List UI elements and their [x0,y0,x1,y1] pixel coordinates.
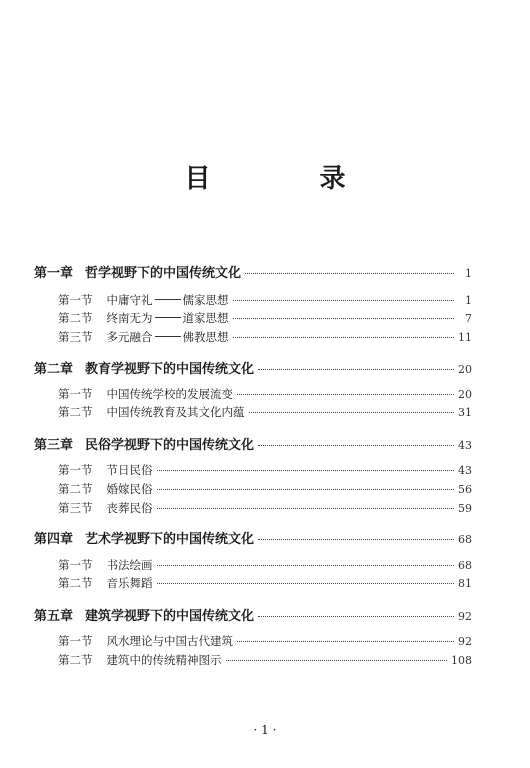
dot-leader [226,660,448,661]
page-number-footer: · 1 · [253,723,277,737]
section-title-group [107,652,222,668]
toc-chapter-entry[interactable] [34,605,472,624]
section-title-group [107,575,153,591]
section-title-group [107,292,229,308]
chapter-number: 第二章 [34,362,74,377]
dot-leader [258,369,454,370]
dot-leader [233,318,455,319]
section-page-number: 92 [458,635,472,648]
dot-leader [233,300,455,301]
chapter-title: 教育学视野下的中国传统文化 [85,362,255,377]
toc-section-entry[interactable] [58,329,472,345]
dot-leader [157,489,455,490]
section-title-group [107,481,153,497]
em-dash-separator [155,317,181,318]
section-number: 第三节 [58,501,93,515]
section-title-group [107,462,153,478]
section-title: 书法绘画 [106,558,153,572]
section-title: 中庸守礼 [106,293,153,307]
chapter-page-number: 92 [458,610,472,623]
chapter-title: 建筑学视野下的中国传统文化 [85,609,255,624]
section-number: 第一节 [58,558,93,572]
section-number: 第三节 [58,330,93,344]
page-title: 目 录 [184,164,396,194]
toc-section-entry[interactable] [58,575,472,591]
section-title: 建筑中的传统精神图示 [106,653,222,667]
chapter-title: 哲学视野下的中国传统文化 [85,266,242,281]
section-page-number: 43 [458,464,472,477]
section-title-group [107,386,234,402]
section-number: 第二节 [58,653,93,667]
toc-section-entry[interactable] [58,386,472,402]
section-title: 婚嫁民俗 [106,482,153,496]
section-title: 中国传统学校的发展流变 [106,387,233,401]
section-number: 第二节 [58,482,93,496]
em-dash-separator [155,336,181,337]
section-title: 丧葬民俗 [106,501,153,515]
dot-leader [157,470,455,471]
section-title: 中国传统教育及其文化内蕴 [106,405,245,419]
toc-section-entry[interactable] [58,652,472,668]
toc-section-entry[interactable] [58,557,472,573]
section-title-group [107,329,229,345]
chapter-number: 第五章 [34,609,74,624]
toc-chapter-entry[interactable] [34,434,472,453]
chapter-number: 第一章 [34,266,74,281]
section-number: 第一节 [58,463,93,477]
chapter-page-number: 43 [458,439,472,452]
dot-leader [157,565,455,566]
section-page-number: 59 [458,502,472,515]
chapter-number: 第三章 [34,438,74,453]
dot-leader [258,539,454,540]
section-number: 第一节 [58,293,93,307]
chapter-number: 第四章 [34,532,74,547]
section-title: 音乐舞蹈 [106,576,153,590]
dot-leader [157,508,455,509]
dot-leader [237,394,454,395]
toc-section-entry[interactable] [58,310,472,326]
toc-section-entry[interactable] [58,500,472,516]
section-title-group [107,633,234,649]
section-subtitle: 儒家思想 [182,293,229,307]
chapter-page-number: 1 [465,267,472,280]
section-number: 第二节 [58,311,93,325]
section-page-number: 108 [451,654,472,667]
chapter-title: 艺术学视野下的中国传统文化 [85,532,255,547]
dot-leader [233,337,455,338]
toc-section-entry[interactable] [58,481,472,497]
toc-chapter-entry[interactable] [34,528,472,547]
section-page-number: 68 [458,559,472,572]
section-number: 第一节 [58,387,93,401]
section-page-number: 81 [458,577,472,590]
section-page-number: 20 [458,388,472,401]
toc-chapter-entry[interactable] [34,262,472,281]
toc-chapter-entry[interactable] [34,358,472,377]
section-page-number: 1 [465,294,472,307]
toc-section-entry[interactable] [58,292,472,308]
toc-section-entry[interactable] [58,404,472,420]
dot-leader [258,616,454,617]
section-title: 终南无为 [106,311,153,325]
section-page-number: 7 [465,312,472,325]
section-title: 节日民俗 [106,463,153,477]
chapter-title: 民俗学视野下的中国传统文化 [85,438,255,453]
em-dash-separator [155,299,181,300]
section-title-group [107,500,153,516]
dot-leader [249,412,455,413]
section-subtitle: 佛教思想 [182,330,229,344]
toc-section-entry[interactable] [58,633,472,649]
dot-leader [258,445,454,446]
section-title-group [107,557,153,573]
section-title: 多元融合 [106,330,153,344]
section-number: 第二节 [58,405,93,419]
section-page-number: 11 [458,331,472,344]
toc-section-entry[interactable] [58,462,472,478]
dot-leader [237,641,454,642]
dot-leader [157,583,455,584]
section-page-number: 56 [458,483,472,496]
section-page-number: 31 [458,406,472,419]
section-title-group [107,310,229,326]
dot-leader [245,273,454,274]
section-number: 第二节 [58,576,93,590]
section-title: 风水理论与中国古代建筑 [106,634,233,648]
chapter-page-number: 20 [458,363,472,376]
section-subtitle: 道家思想 [182,311,229,325]
chapter-page-number: 68 [458,533,472,546]
section-title-group [107,404,245,420]
section-number: 第一节 [58,634,93,648]
